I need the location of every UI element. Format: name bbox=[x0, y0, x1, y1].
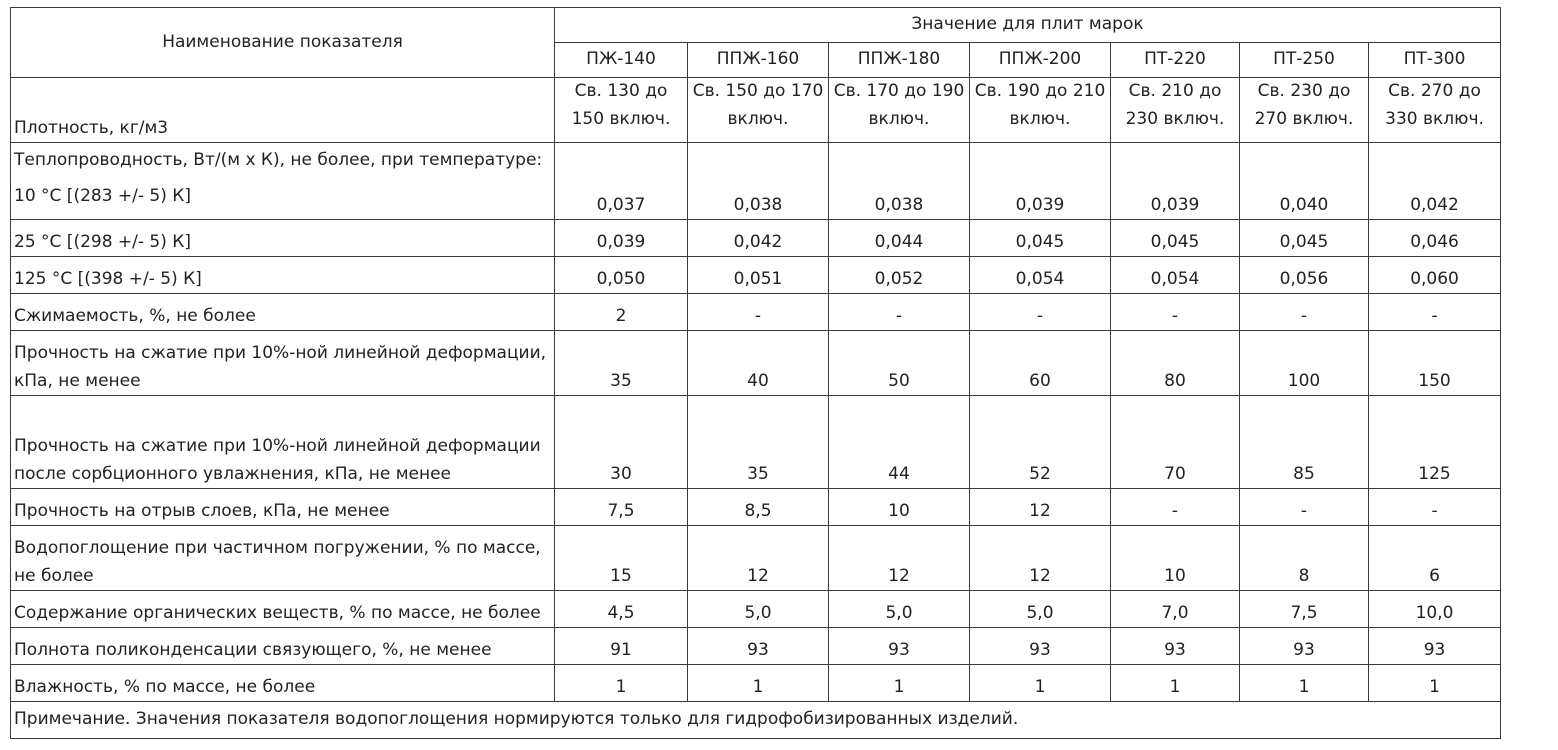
cell-value: 6 bbox=[1369, 526, 1501, 591]
table-note: Примечание. Значения показателя водопоглощения нормируются только для гидрофобизированных изделий. bbox=[11, 702, 1501, 739]
row-name: 25 °С [(298 +/- 5) К] bbox=[11, 220, 555, 257]
cell-value: Св. 190 до 210 включ. bbox=[970, 78, 1111, 143]
header-grade: ПТ-250 bbox=[1240, 43, 1369, 78]
cell-value: Св. 230 до 270 включ. bbox=[1240, 78, 1369, 143]
row-name: Плотность, кг/м3 bbox=[11, 78, 555, 143]
row-name: Полнота поликонденсации связующего, %, не менее bbox=[11, 628, 555, 665]
cell-value: 2 bbox=[555, 294, 688, 331]
header-grade: ППЖ-160 bbox=[688, 43, 829, 78]
cell-value: 35 bbox=[688, 396, 829, 489]
cell-value: 12 bbox=[688, 526, 829, 591]
table-row-density bbox=[11, 78, 1501, 143]
cell-value: 100 bbox=[1240, 331, 1369, 396]
cell-value: 44 bbox=[829, 396, 970, 489]
header-indicator-name: Наименование показателя bbox=[11, 8, 555, 78]
row-name: Прочность на отрыв слоев, кПа, не менее bbox=[11, 489, 555, 526]
header-grade: ПТ-220 bbox=[1111, 43, 1240, 78]
cell-value: 1 bbox=[1111, 665, 1240, 702]
cell-value: 0,045 bbox=[970, 220, 1111, 257]
cell-value: 125 bbox=[1369, 396, 1501, 489]
cell-value: 93 bbox=[1111, 628, 1240, 665]
cell-value: 10,0 bbox=[1369, 591, 1501, 628]
row-sub-label: 10 °С [(283 +/- 5) К] bbox=[14, 185, 191, 206]
header-grade: ПТ-300 bbox=[1369, 43, 1501, 78]
cell-value: - bbox=[1369, 489, 1501, 526]
cell-value: 0,038 bbox=[829, 143, 970, 220]
cell-value: Св. 210 до 230 включ. bbox=[1111, 78, 1240, 143]
cell-value: 1 bbox=[829, 665, 970, 702]
cell-value: 35 bbox=[555, 331, 688, 396]
cell-value: 0,054 bbox=[970, 257, 1111, 294]
table-row-compressive-strength bbox=[11, 331, 1501, 396]
cell-value: 60 bbox=[970, 331, 1111, 396]
cell-value: 0,037 bbox=[555, 143, 688, 220]
cell-value: 1 bbox=[688, 665, 829, 702]
cell-value: 0,040 bbox=[1240, 143, 1369, 220]
cell-value: 0,044 bbox=[829, 220, 970, 257]
cell-value: 93 bbox=[1240, 628, 1369, 665]
cell-value: 0,039 bbox=[970, 143, 1111, 220]
cell-value: 40 bbox=[688, 331, 829, 396]
cell-value: 85 bbox=[1240, 396, 1369, 489]
row-name: Прочность на сжатие при 10%-ной линейной деформации после сорбционного увлажнения, кПа, не менее bbox=[11, 396, 555, 489]
row-name: Сжимаемость, %, не более bbox=[11, 294, 555, 331]
cell-value: 1 bbox=[1240, 665, 1369, 702]
cell-value: 8,5 bbox=[688, 489, 829, 526]
cell-value: 0,060 bbox=[1369, 257, 1501, 294]
cell-value: 5,0 bbox=[688, 591, 829, 628]
cell-value: - bbox=[1369, 294, 1501, 331]
row-name: 125 °С [(398 +/- 5) К] bbox=[11, 257, 555, 294]
cell-value: - bbox=[1240, 294, 1369, 331]
table-row-thermal-125 bbox=[11, 257, 1501, 294]
spec-table-container bbox=[10, 7, 1500, 739]
table-row-organic-content bbox=[11, 591, 1501, 628]
cell-value: 0,042 bbox=[1369, 143, 1501, 220]
cell-value: 150 bbox=[1369, 331, 1501, 396]
row-name: Прочность на сжатие при 10%-ной линейной деформации, кПа, не менее bbox=[11, 331, 555, 396]
cell-value: 50 bbox=[829, 331, 970, 396]
row-name: Содержание органических веществ, % по массе, не более bbox=[11, 591, 555, 628]
table-row-water-absorption bbox=[11, 526, 1501, 591]
cell-value: 80 bbox=[1111, 331, 1240, 396]
cell-value: 91 bbox=[555, 628, 688, 665]
cell-value: 0,045 bbox=[1111, 220, 1240, 257]
cell-value: 93 bbox=[1369, 628, 1501, 665]
cell-value: 0,039 bbox=[1111, 143, 1240, 220]
cell-value: 70 bbox=[1111, 396, 1240, 489]
table-row-thermal-10 bbox=[11, 143, 1501, 220]
cell-value: 12 bbox=[970, 489, 1111, 526]
table-row-delamination-strength bbox=[11, 489, 1501, 526]
cell-value: 12 bbox=[829, 526, 970, 591]
cell-value: 93 bbox=[829, 628, 970, 665]
cell-value: 1 bbox=[1369, 665, 1501, 702]
row-name bbox=[11, 143, 555, 220]
cell-value: 0,045 bbox=[1240, 220, 1369, 257]
cell-value: 52 bbox=[970, 396, 1111, 489]
row-name: Водопоглощение при частичном погружении, % по массе, не более bbox=[11, 526, 555, 591]
cell-value: 0,046 bbox=[1369, 220, 1501, 257]
cell-value: 10 bbox=[829, 489, 970, 526]
cell-value: 0,054 bbox=[1111, 257, 1240, 294]
cell-value: 0,056 bbox=[1240, 257, 1369, 294]
header-grade: ППЖ-200 bbox=[970, 43, 1111, 78]
cell-value: 10 bbox=[1111, 526, 1240, 591]
cell-value: Св. 270 до 330 включ. bbox=[1369, 78, 1501, 143]
table-row-compressibility bbox=[11, 294, 1501, 331]
cell-value: 1 bbox=[970, 665, 1111, 702]
cell-value: 0,038 bbox=[688, 143, 829, 220]
cell-value: - bbox=[1111, 294, 1240, 331]
cell-value: 5,0 bbox=[970, 591, 1111, 628]
cell-value: 0,039 bbox=[555, 220, 688, 257]
cell-value: 93 bbox=[970, 628, 1111, 665]
cell-value: - bbox=[1240, 489, 1369, 526]
cell-value: 7,0 bbox=[1111, 591, 1240, 628]
cell-value: Св. 150 до 170 включ. bbox=[688, 78, 829, 143]
cell-value: Св. 170 до 190 включ. bbox=[829, 78, 970, 143]
cell-value: - bbox=[688, 294, 829, 331]
table-row-compressive-strength-humid bbox=[11, 396, 1501, 489]
cell-value: Св. 130 до 150 включ. bbox=[555, 78, 688, 143]
cell-value: 0,050 bbox=[555, 257, 688, 294]
table-row-polycondensation bbox=[11, 628, 1501, 665]
cell-value: 7,5 bbox=[1240, 591, 1369, 628]
row-name: Влажность, % по массе, не более bbox=[11, 665, 555, 702]
row-group-label: Теплопроводность, Вт/(м x К), не более, при температуре: bbox=[14, 150, 543, 170]
table-row-moisture bbox=[11, 665, 1501, 702]
header-grade: ППЖ-180 bbox=[829, 43, 970, 78]
cell-value: - bbox=[829, 294, 970, 331]
cell-value: 1 bbox=[555, 665, 688, 702]
cell-value: 0,052 bbox=[829, 257, 970, 294]
table-row-thermal-25 bbox=[11, 220, 1501, 257]
cell-value: 8 bbox=[1240, 526, 1369, 591]
cell-value: - bbox=[970, 294, 1111, 331]
cell-value: 4,5 bbox=[555, 591, 688, 628]
cell-value: 12 bbox=[970, 526, 1111, 591]
spec-table bbox=[10, 7, 1501, 739]
table-row-note bbox=[11, 702, 1501, 739]
header-row-group bbox=[11, 8, 1501, 43]
cell-value: 7,5 bbox=[555, 489, 688, 526]
cell-value: 0,042 bbox=[688, 220, 829, 257]
cell-value: 93 bbox=[688, 628, 829, 665]
cell-value: 30 bbox=[555, 396, 688, 489]
header-grade: ПЖ-140 bbox=[555, 43, 688, 78]
cell-value: 15 bbox=[555, 526, 688, 591]
cell-value: 0,051 bbox=[688, 257, 829, 294]
cell-value: 5,0 bbox=[829, 591, 970, 628]
header-grade-group: Значение для плит марок bbox=[555, 8, 1501, 43]
cell-value: - bbox=[1111, 489, 1240, 526]
